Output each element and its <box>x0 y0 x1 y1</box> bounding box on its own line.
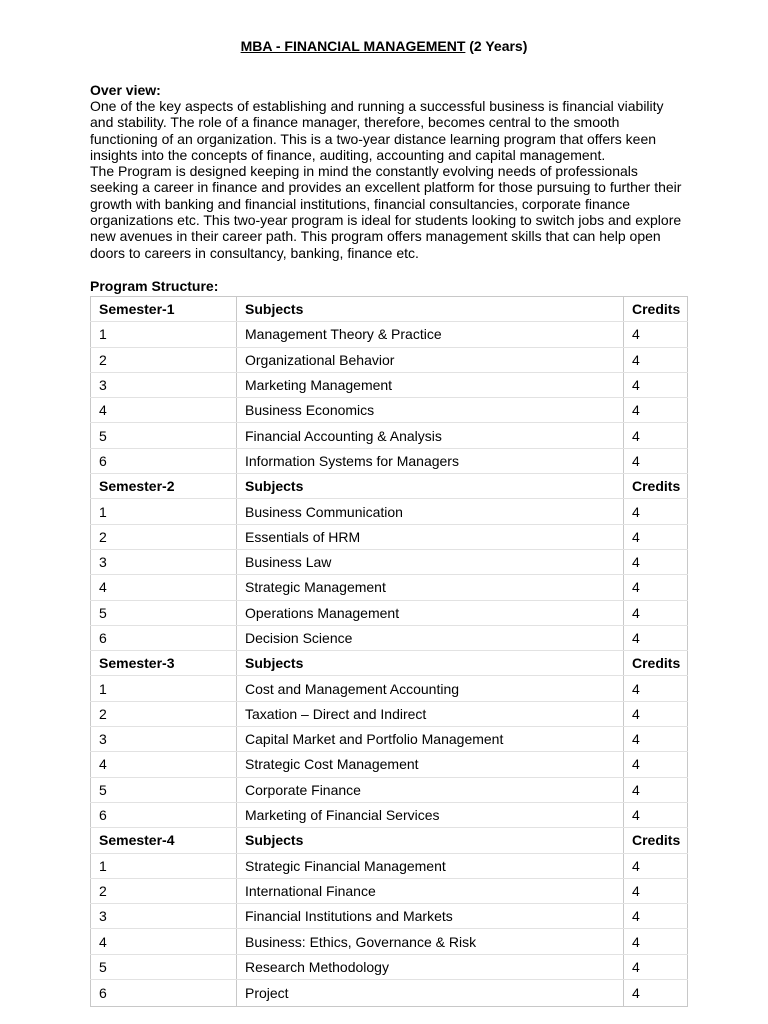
table-row <box>91 549 688 574</box>
semester-label: Semester-4 <box>91 828 237 853</box>
subject-name: Financial Accounting & Analysis <box>237 423 624 448</box>
semester-label: Semester-3 <box>91 651 237 676</box>
subject-name: Operations Management <box>237 600 624 625</box>
row-number: 6 <box>91 980 237 1007</box>
row-number: 5 <box>91 954 237 979</box>
credit-value: 4 <box>624 752 688 777</box>
subject-name: Research Methodology <box>237 954 624 979</box>
overview-paragraph-2: The Program is designed keeping in mind the constantly evolving needs of professionals seeking a career in finance and provides an excellent platform for those pursuing to further their growth with banking and financial institutions, financial consultancies, corporate finance organizations etc. This two-year program is ideal for students looking to switch jobs and explore new avenues in their career path. This program offers management skills that can help open doors to careers in consultancy, banking, finance etc. <box>90 163 682 261</box>
row-number: 2 <box>91 347 237 372</box>
subjects-header: Subjects <box>237 651 624 676</box>
credits-header: Credits <box>624 828 688 853</box>
row-number: 6 <box>91 625 237 650</box>
credits-header: Credits <box>624 297 688 322</box>
subject-name: Project <box>237 980 624 1007</box>
table-row <box>91 448 688 473</box>
table-row <box>91 347 688 372</box>
subject-name: Decision Science <box>237 625 624 650</box>
table-row <box>91 398 688 423</box>
subject-name: Business: Ethics, Governance & Risk <box>237 929 624 954</box>
row-number: 5 <box>91 777 237 802</box>
subject-name: Corporate Finance <box>237 777 624 802</box>
credit-value: 4 <box>624 777 688 802</box>
row-number: 1 <box>91 322 237 347</box>
subject-name: International Finance <box>237 878 624 903</box>
row-number: 3 <box>91 727 237 752</box>
subject-name: Strategic Management <box>237 575 624 600</box>
table-row <box>91 499 688 524</box>
row-number: 2 <box>91 878 237 903</box>
table-row <box>91 600 688 625</box>
overview-body <box>90 98 690 261</box>
title-main: MBA - FINANCIAL MANAGEMENT <box>240 38 466 54</box>
credit-value: 4 <box>624 701 688 726</box>
credit-value: 4 <box>624 549 688 574</box>
row-number: 4 <box>91 929 237 954</box>
table-row <box>91 322 688 347</box>
subject-name: Organizational Behavior <box>237 347 624 372</box>
semester-header-row <box>91 828 688 853</box>
subject-name: Strategic Cost Management <box>237 752 624 777</box>
subjects-header: Subjects <box>237 474 624 499</box>
table-row <box>91 802 688 827</box>
row-number: 4 <box>91 752 237 777</box>
table-row <box>91 524 688 549</box>
credit-value: 4 <box>624 727 688 752</box>
credit-value: 4 <box>624 802 688 827</box>
credit-value: 4 <box>624 929 688 954</box>
title-duration: (2 Years) <box>469 38 528 54</box>
subject-name: Business Communication <box>237 499 624 524</box>
credit-value: 4 <box>624 853 688 878</box>
subjects-header: Subjects <box>237 297 624 322</box>
page-title <box>0 38 768 54</box>
row-number: 4 <box>91 398 237 423</box>
credit-value: 4 <box>624 448 688 473</box>
table-row <box>91 575 688 600</box>
table-row <box>91 853 688 878</box>
subject-name: Marketing Management <box>237 372 624 397</box>
credit-value: 4 <box>624 954 688 979</box>
subject-name: Strategic Financial Management <box>237 853 624 878</box>
credit-value: 4 <box>624 524 688 549</box>
subject-name: Business Law <box>237 549 624 574</box>
table-row <box>91 980 688 1007</box>
credit-value: 4 <box>624 676 688 701</box>
subject-name: Management Theory & Practice <box>237 322 624 347</box>
subject-name: Marketing of Financial Services <box>237 802 624 827</box>
table-row <box>91 423 688 448</box>
subject-name: Taxation – Direct and Indirect <box>237 701 624 726</box>
table-row <box>91 777 688 802</box>
program-structure-heading: Program Structure: <box>90 278 219 294</box>
subject-name: Essentials of HRM <box>237 524 624 549</box>
credit-value: 4 <box>624 575 688 600</box>
row-number: 1 <box>91 853 237 878</box>
row-number: 3 <box>91 904 237 929</box>
table-row <box>91 954 688 979</box>
semester-label: Semester-1 <box>91 297 237 322</box>
subject-name: Business Economics <box>237 398 624 423</box>
credit-value: 4 <box>624 372 688 397</box>
subject-name: Cost and Management Accounting <box>237 676 624 701</box>
row-number: 3 <box>91 549 237 574</box>
row-number: 5 <box>91 600 237 625</box>
row-number: 6 <box>91 802 237 827</box>
credit-value: 4 <box>624 625 688 650</box>
subject-name: Information Systems for Managers <box>237 448 624 473</box>
credit-value: 4 <box>624 878 688 903</box>
table-row <box>91 625 688 650</box>
semester-header-row <box>91 297 688 322</box>
semester-header-row <box>91 651 688 676</box>
credit-value: 4 <box>624 980 688 1007</box>
credit-value: 4 <box>624 904 688 929</box>
semester-header-row <box>91 474 688 499</box>
overview-heading: Over view: <box>90 82 161 98</box>
table-row <box>91 727 688 752</box>
table-row <box>91 701 688 726</box>
credit-value: 4 <box>624 322 688 347</box>
row-number: 3 <box>91 372 237 397</box>
table-row <box>91 752 688 777</box>
row-number: 5 <box>91 423 237 448</box>
subject-name: Capital Market and Portfolio Management <box>237 727 624 752</box>
credit-value: 4 <box>624 398 688 423</box>
table-row <box>91 878 688 903</box>
row-number: 4 <box>91 575 237 600</box>
credit-value: 4 <box>624 347 688 372</box>
table-row <box>91 372 688 397</box>
overview-paragraph-1: One of the key aspects of establishing and running a successful business is financial viability and stability. The role of a finance manager, therefore, becomes central to the smooth functioning of an organization. This is a two-year distance learning program that offers keen insights into the concepts of finance, auditing, accounting and capital management. <box>90 98 664 163</box>
subject-name: Financial Institutions and Markets <box>237 904 624 929</box>
row-number: 2 <box>91 524 237 549</box>
semester-label: Semester-2 <box>91 474 237 499</box>
table-row <box>91 676 688 701</box>
row-number: 6 <box>91 448 237 473</box>
credit-value: 4 <box>624 423 688 448</box>
row-number: 1 <box>91 676 237 701</box>
table-row <box>91 929 688 954</box>
credits-header: Credits <box>624 651 688 676</box>
credits-header: Credits <box>624 474 688 499</box>
row-number: 1 <box>91 499 237 524</box>
credit-value: 4 <box>624 499 688 524</box>
credit-value: 4 <box>624 600 688 625</box>
row-number: 2 <box>91 701 237 726</box>
program-structure-table <box>90 296 688 1007</box>
subjects-header: Subjects <box>237 828 624 853</box>
table-row <box>91 904 688 929</box>
